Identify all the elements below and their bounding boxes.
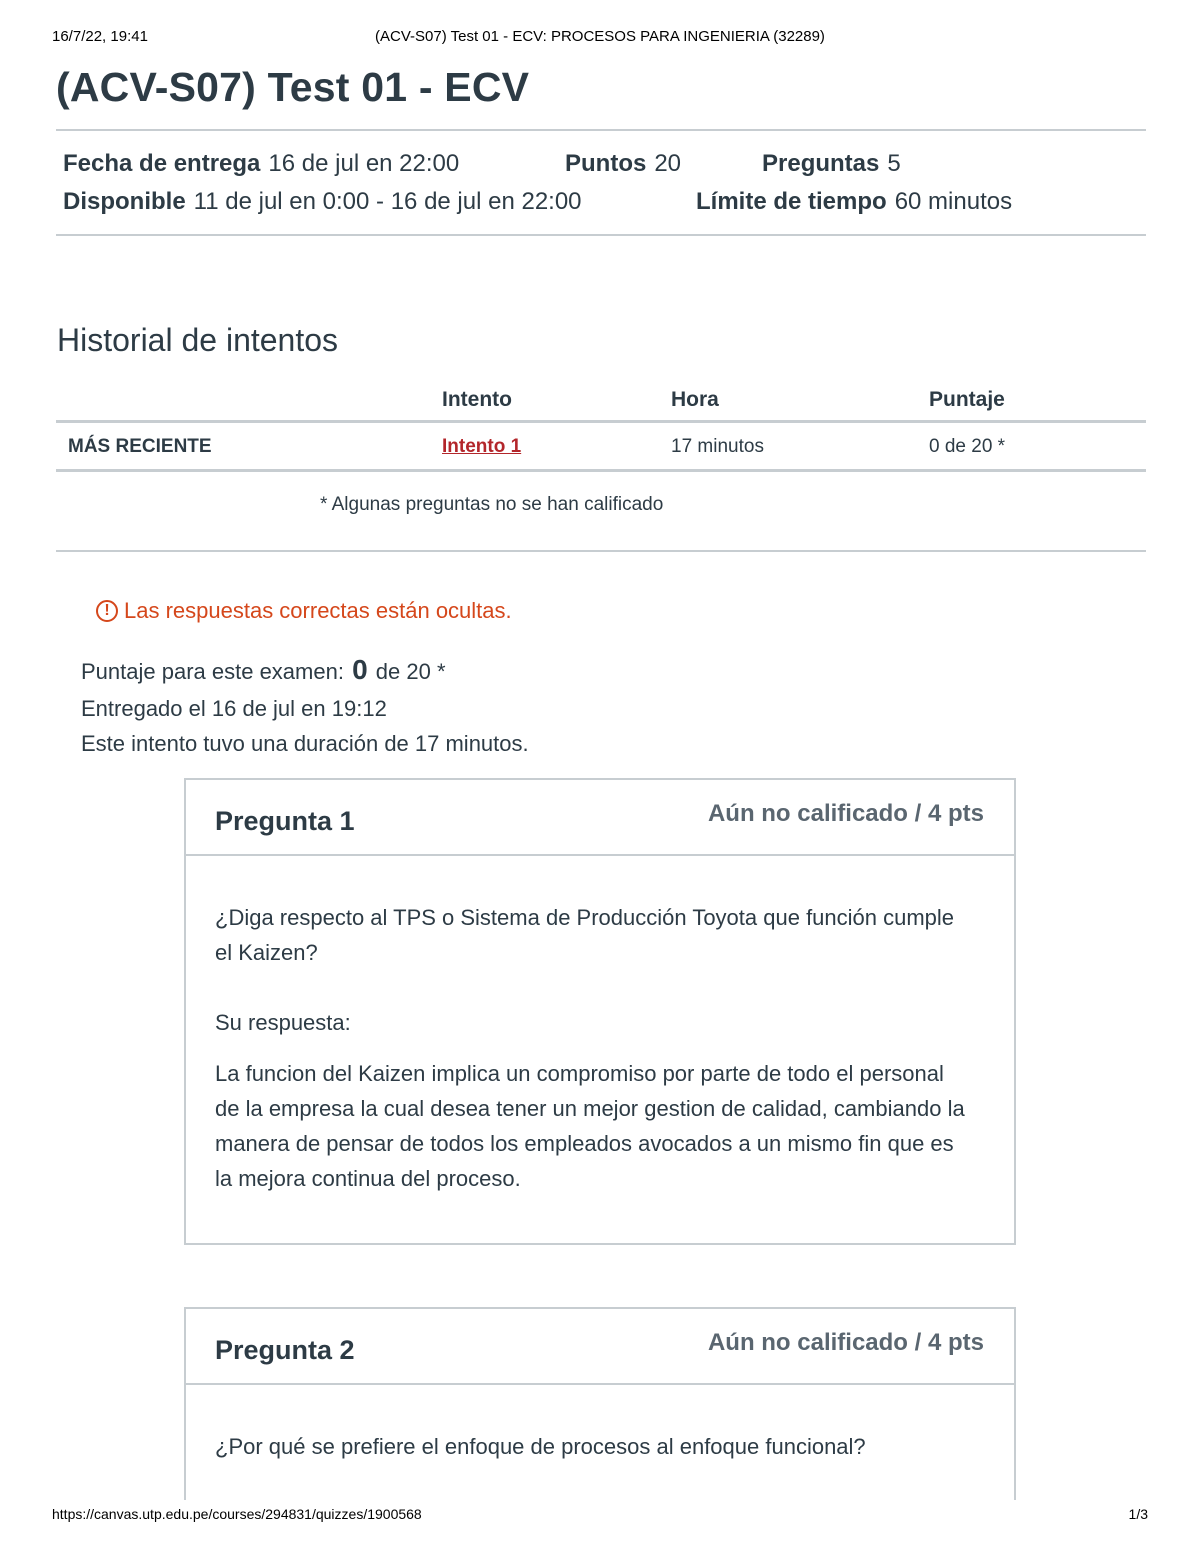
time-limit-value: 60 minutos: [894, 188, 1013, 215]
questions-label: Preguntas: [762, 150, 880, 177]
question-points: Aún no calificado / 4 pts: [707, 1329, 984, 1356]
attempt-score: 0 de 20 *: [929, 436, 1006, 457]
available-label: Disponible: [63, 188, 186, 215]
question-title: Pregunta 2: [215, 1335, 355, 1365]
time-limit: [696, 188, 1012, 216]
question-body: [186, 1429, 1014, 1464]
exclamation-circle-icon: !: [96, 600, 118, 622]
availability: [63, 188, 582, 216]
table-row-border: [56, 469, 1146, 472]
question-card: [184, 1307, 1016, 1500]
time-limit-label: Límite de tiempo: [696, 188, 887, 215]
table-header-border: [56, 420, 1146, 423]
print-date: 16/7/22, 19:41: [52, 28, 148, 45]
attempt-duration: Este intento tuvo una duración de 17 minutos.: [81, 731, 529, 756]
answer-label: Su respuesta:: [215, 1010, 351, 1035]
alert-text: Las respuestas correctas están ocultas.: [124, 598, 512, 623]
questions-value: 5: [887, 150, 901, 177]
question-body: [186, 900, 1014, 1196]
question-card: [184, 778, 1016, 1245]
question-text: ¿Por qué se prefiere el enfoque de procesos al enfoque funcional?: [215, 1434, 866, 1459]
due-date: [63, 150, 459, 178]
points-label: Puntos: [565, 150, 647, 177]
due-date-label: Fecha de entrega: [63, 150, 261, 177]
submitted-time: Entregado el 16 de jul en 19:12: [81, 696, 387, 721]
divider: [56, 550, 1146, 552]
attempt-time: 17 minutos: [671, 436, 764, 457]
row-label-most-recent: MÁS RECIENTE: [68, 436, 212, 457]
page-number: 1/3: [1128, 1506, 1148, 1522]
due-date-value: 16 de jul en 22:00: [268, 150, 460, 177]
column-header-time: Hora: [671, 388, 719, 411]
grading-footnote: * Algunas preguntas no se han calificado: [320, 494, 664, 515]
available-value: 11 de jul en 0:00 - 16 de jul en 22:00: [193, 188, 582, 215]
attempt-history-title: Historial de intentos: [57, 322, 339, 358]
question-header: [186, 1309, 1014, 1385]
question-points: Aún no calificado / 4 pts: [707, 800, 984, 827]
exam-score: [81, 654, 446, 686]
score-value: 0: [352, 654, 368, 685]
score-prefix: Puntaje para este examen:: [81, 659, 344, 684]
column-header-score: Puntaje: [929, 388, 1005, 411]
print-document-title: (ACV-S07) Test 01 - ECV: PROCESOS PARA INGENIERIA (32289): [375, 28, 825, 45]
question-text: ¿Diga respecto al TPS o Sistema de Producción Toyota que función cumple el Kaizen?: [215, 905, 955, 965]
page-url: https://canvas.utp.edu.pe/courses/294831/quizzes/1900568: [52, 1506, 422, 1522]
hidden-answers-alert: [96, 598, 512, 624]
question-header: [186, 780, 1014, 856]
page-title: (ACV-S07) Test 01 - ECV: [56, 64, 530, 110]
answer-text: La funcion del Kaizen implica un compromiso por parte de todo el personal de la empresa la cual desea tener un mejor gestion de calidad, cambiando la manera de pensar de todos los empleados avocados a un mismo fin que es la mejora continua del proceso.: [215, 1061, 965, 1191]
attempt-1-link[interactable]: Intento 1: [442, 436, 522, 457]
questions-count: [762, 150, 901, 178]
divider: [56, 234, 1146, 236]
question-title: Pregunta 1: [215, 806, 355, 836]
column-header-attempt: Intento: [442, 388, 512, 411]
divider: [56, 129, 1146, 131]
print-header: [52, 28, 1148, 50]
points-value: 20: [654, 150, 682, 177]
points: [565, 150, 681, 178]
score-suffix: de 20 *: [375, 659, 446, 684]
